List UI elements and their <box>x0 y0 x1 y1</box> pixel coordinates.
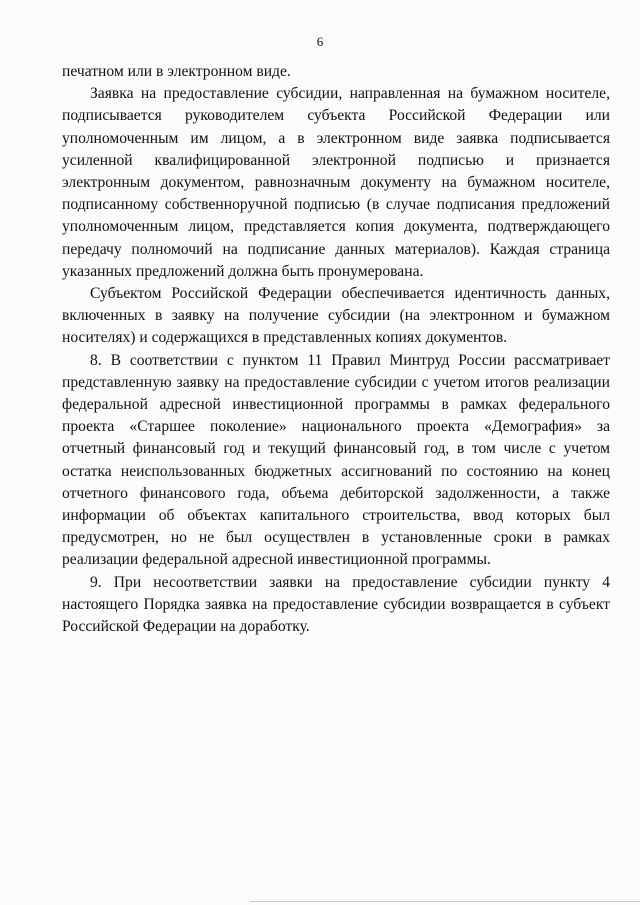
page-bottom-edge <box>250 901 640 902</box>
paragraph-application-signing: Заявка на предоставление субсидии, направленная на бумажном носителе, подписывается руководителем субъекта Российской Федерации или уполномоченным им лицом, а в электронном виде заявка подписывается усиленной квалифицированной электронной подписью и признается электронным документом, равнозначным документу на бумажном носителе, подписанному собственноручной подписью (в случае подписания предложений уполномоченным лицом, представляется копия документа, подтверждающего передачу полномочий на подписание данных материалов). Каждая страница указанных предложений должна быть пронумерована. <box>62 85 610 280</box>
paragraph-data-identity: Субъектом Российской Федерации обеспечивается идентичность данных, включенных в заявку на получение субсидии (на электронном и бумажном носителях) и содержащихся в представленных копиях документов. <box>62 285 610 347</box>
paragraph-continuation: печатном или в электронном виде. <box>62 63 291 80</box>
page-number: 6 <box>316 34 324 49</box>
paragraph-item-8: 8. В соответствии с пунктом 11 Правил Минтруд России рассматривает представленную заявку на предоставление субсидии с учетом итогов реализации федеральной адресной инвестиционной программы в рамках федерального проекта «Старшее поколение» национального проекта «Демография» за отчетный финансовый год и текущий финансовый год, в том числе с учетом остатка неиспользованных бюджетных ассигнований по состоянию на конец отчетного финансового года, объема дебиторской задолженности, а также информации об объектах капитального строительства, ввод которых был предусмотрен, но не был осуществлен в установленные сроки в рамках реализации федеральной адресной инвестиционной программы. <box>62 351 610 569</box>
paragraph-item-9: 9. При несоответствии заявки на предоставление субсидии пункту 4 настоящего Порядка заявка на предоставление субсидии возвращается в субъект Российской Федерации на доработку. <box>62 573 610 636</box>
document-body <box>62 61 610 638</box>
